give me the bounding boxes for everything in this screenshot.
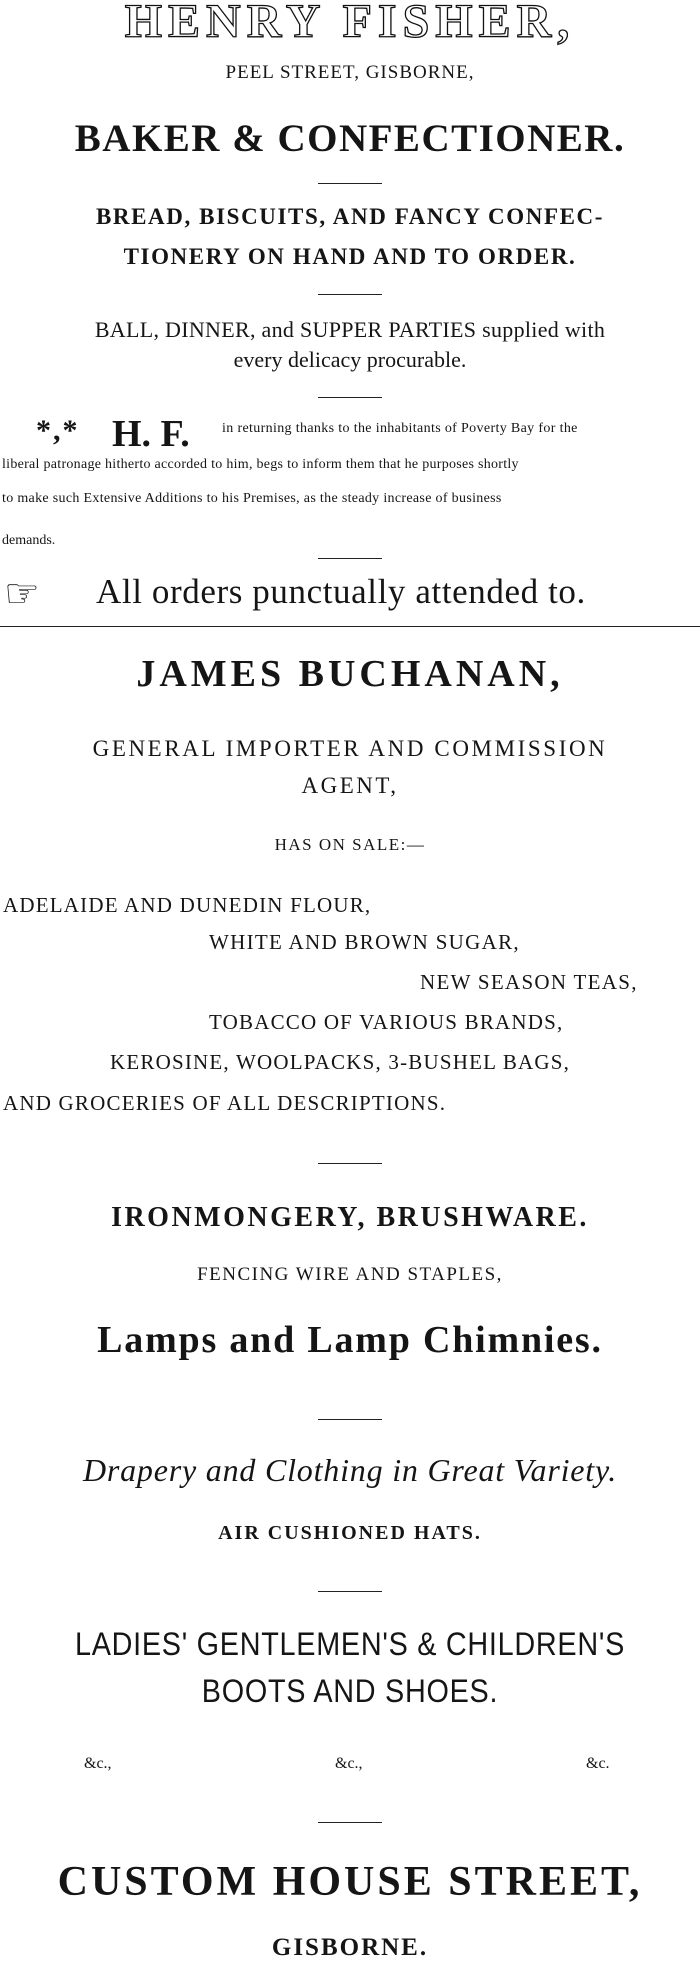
henry-fisher-trade: BAKER & CONFECTIONER. bbox=[74, 117, 626, 160]
divider bbox=[318, 1822, 382, 1823]
james-buchanan-name: JAMES BUCHANAN, bbox=[136, 653, 564, 695]
henry-fisher-address: PEEL STREET, GISBORNE, bbox=[225, 62, 475, 83]
etc-2: &c., bbox=[335, 1755, 363, 1772]
notice-line-4: demands. bbox=[2, 533, 56, 548]
divider bbox=[318, 1591, 382, 1592]
custom-house-street: CUSTOM HOUSE STREET, bbox=[57, 1859, 643, 1905]
divider bbox=[318, 558, 382, 559]
henry-fisher-name: HENRY FISHER, bbox=[124, 0, 576, 48]
has-on-sale: HAS ON SALE:— bbox=[274, 835, 426, 854]
divider bbox=[318, 183, 382, 184]
sale-item-kerosine: KEROSINE, WOOLPACKS, 3-BUSHEL BAGS, bbox=[110, 1050, 571, 1074]
sale-item-teas: NEW SEASON TEAS, bbox=[420, 970, 638, 994]
james-buchanan-title-line-1: GENERAL IMPORTER AND COMMISSION bbox=[92, 736, 608, 761]
sale-item-sugar: WHITE AND BROWN SUGAR, bbox=[209, 930, 520, 954]
divider bbox=[318, 1419, 382, 1420]
drapery-and-clothing: Drapery and Clothing in Great Variety. bbox=[82, 1452, 618, 1488]
boots-line-1: LADIES' GENTLEMEN'S & CHILDREN'S bbox=[74, 1626, 626, 1662]
boots-line-2: BOOTS AND SHOES. bbox=[201, 1673, 499, 1709]
henry-fisher-goods-line-2: TIONERY ON HAND AND TO ORDER. bbox=[123, 244, 577, 269]
divider bbox=[318, 294, 382, 295]
divider bbox=[318, 1163, 382, 1164]
notice-line-3: to make such Extensive Additions to his Premises, as the steady increase of business bbox=[2, 491, 502, 506]
orders-punctually-attended: All orders punctually attended to. bbox=[96, 572, 586, 611]
sale-item-tobacco: TOBACCO OF VARIOUS BRANDS, bbox=[209, 1010, 564, 1034]
henry-fisher-parties-line-2: every delicacy procurable. bbox=[233, 347, 467, 372]
fencing-wire: FENCING WIRE AND STAPLES, bbox=[197, 1264, 503, 1285]
divider bbox=[318, 397, 382, 398]
air-cushioned-hats: AIR CUSHIONED HATS. bbox=[218, 1522, 482, 1544]
ironmongery-brushware: IRONMONGERY, BRUSHWARE. bbox=[111, 1202, 589, 1233]
advertisement-separator bbox=[0, 626, 700, 627]
notice-line-2: liberal patronage hitherto accorded to him, begs to inform them that he purposes shortly bbox=[2, 457, 519, 472]
sale-item-flour: ADELAIDE AND DUNEDIN FLOUR, bbox=[3, 893, 372, 917]
pointing-hand-icon: ☞ bbox=[4, 571, 40, 616]
notice-initials: H. F. bbox=[112, 413, 190, 455]
lamps-and-lamp-chimnies: Lamps and Lamp Chimnies. bbox=[97, 1319, 603, 1361]
henry-fisher-goods-line-1: BREAD, BISCUITS, AND FANCY CONFEC- bbox=[95, 204, 605, 229]
james-buchanan-title-line-2: AGENT, bbox=[301, 773, 399, 798]
sale-item-groceries: AND GROCERIES OF ALL DESCRIPTIONS. bbox=[3, 1091, 447, 1115]
notice-stars: *,* bbox=[36, 414, 80, 447]
henry-fisher-parties-line-1: BALL, DINNER, and SUPPER PARTIES supplied with bbox=[94, 317, 606, 342]
gisborne: GISBORNE. bbox=[271, 1934, 429, 1961]
notice-line-1: in returning thanks to the inhabitants of Poverty Bay for the bbox=[222, 421, 578, 436]
etc-1: &c., bbox=[84, 1755, 112, 1772]
etc-3: &c. bbox=[586, 1755, 610, 1772]
